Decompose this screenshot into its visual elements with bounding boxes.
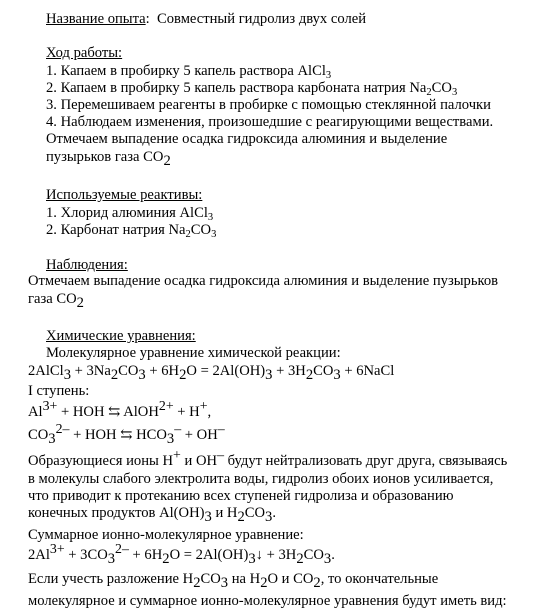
note-line-2-text: пузырьков газа CO (46, 149, 164, 165)
mol-sub: 3 (265, 367, 273, 384)
step-2-sub2: 3 (451, 86, 458, 98)
explain1-sup: + (173, 447, 181, 463)
procedure-step-1 (46, 62, 331, 80)
molecular-equation (28, 362, 395, 384)
ion1-part: , (207, 404, 212, 420)
reagent-2-sub1: 2 (185, 228, 191, 240)
sum-sub: 3 (323, 551, 332, 568)
explain4-sub: 3 (204, 509, 212, 526)
explain4-sub: 3 (265, 509, 273, 526)
experiment-title-label: Название опыта (46, 11, 146, 27)
ion2-sub: 3 (48, 431, 56, 448)
procedure-step-4: 4. Наблюдаем изменения, произошедшие с реагирующими веществами. (46, 114, 494, 130)
explanation-line-1 (28, 447, 508, 470)
explain4-sub: 2 (237, 509, 245, 526)
final-line-2: молекулярное и суммарное ионно-молекулярное уравнения будут иметь вид: (28, 593, 507, 609)
explain4-part: CO (244, 505, 266, 521)
step-1-sub: 3 (325, 69, 332, 81)
mol-part: + 3Na (70, 363, 111, 379)
ion2-sup: – (217, 421, 225, 437)
final1-sub: 3 (220, 575, 229, 592)
final1-part: Если учесть разложение H (28, 571, 194, 587)
sum-part: 2Al (28, 547, 50, 563)
mol-sub: 3 (63, 367, 71, 384)
experiment-title (46, 10, 366, 28)
sum-sub: 2 (162, 551, 170, 568)
observations-line-2-text: газа CO (28, 291, 77, 307)
procedure-note-line-1: Отмечаем выпадение осадка гидроксида алюминия и выделение (46, 131, 448, 147)
ion1-sup: 2+ (158, 398, 174, 414)
reagent-2-mid: CO (190, 222, 212, 238)
ion2-sup: 2– (55, 421, 70, 437)
sum-sub: 3 (107, 551, 116, 568)
procedure-heading: Ход работы: (46, 45, 123, 61)
procedure-step-2 (46, 79, 457, 97)
observations-line-2 (28, 290, 84, 312)
final1-part: CO (200, 571, 221, 587)
molecular-equation-label: Молекулярное уравнение химической реакции: (46, 345, 341, 361)
step-1-text: 1. Капаем в пробирку 5 капель раствора AlCl (46, 63, 326, 79)
final-line-1 (28, 570, 439, 592)
ionic-equation-2 (28, 421, 225, 448)
ion1-sup: + (199, 398, 208, 414)
experiment-title-colon: : (145, 11, 150, 27)
final1-part: O и CO (267, 571, 314, 587)
ion2-part: CO (28, 427, 49, 443)
stage-label: I ступень: (28, 383, 90, 399)
sum-sub: 3 (248, 551, 256, 568)
final1-sub: 2 (260, 575, 268, 592)
mol-sub: 3 (333, 367, 341, 384)
explain1-part: и OH (180, 453, 218, 469)
sum-sub: 2 (296, 551, 304, 568)
reagent-1-text: 1. Хлорид алюминия AlCl (46, 205, 208, 221)
sum-part: + 3CO (64, 547, 108, 563)
ion1-part: + HOH ⇆ AlOH (57, 404, 159, 420)
final1-part: на H (228, 571, 261, 587)
experiment-title-value: Совместный гидролиз двух солей (157, 11, 367, 27)
ionic-equation-1 (28, 398, 212, 421)
explanation-line-4 (28, 504, 276, 526)
mol-part: + 6NaCl (340, 363, 395, 379)
reagent-1-sub: 3 (207, 211, 214, 223)
step-2-text: 2. Капаем в пробирку 5 капель раствора карбоната натрия Na (46, 80, 427, 96)
mol-part: + 6H (145, 363, 180, 379)
reagent-2 (46, 221, 216, 239)
equations-heading: Химические уравнения: (46, 328, 196, 344)
mol-sub: 2 (305, 367, 314, 384)
sum-part: ↓ + 3H (255, 547, 297, 563)
reagent-1 (46, 204, 213, 222)
sum-part: CO (303, 547, 324, 563)
reagents-heading: Используемые реактивы: (46, 187, 203, 203)
explain4-part: и H (211, 505, 238, 521)
mol-part: + 3H (272, 363, 306, 379)
mol-part: CO (313, 363, 334, 379)
explain1-sup: – (217, 447, 224, 463)
final1-sub: 2 (313, 575, 321, 592)
ion1-part: + H (173, 404, 200, 420)
ion2-part: + OH (181, 427, 218, 443)
observations-line-1: Отмечаем выпадение осадка гидроксида алюминия и выделение пузырьков (28, 273, 499, 289)
mol-part: 2AlCl (28, 363, 64, 379)
explain1-part: будут нейтрализовать друг друга, связываясь (224, 453, 508, 469)
explanation-line-3: что приводит к протеканию всех ступеней гидролиза и образованию (28, 488, 454, 504)
mol-part: O = 2Al(OH) (186, 363, 266, 379)
sum-part: + 6H (128, 547, 163, 563)
ion1-part: Al (28, 404, 43, 420)
summary-equation-label: Суммарное ионно-молекулярное уравнение: (28, 527, 304, 543)
explanation-line-2: в молекулы слабого электролита воды, гидролиз обоих ионов усиливается, (28, 471, 494, 487)
explain4-part: конечных продуктов Al(OH) (28, 505, 205, 521)
step-2-sub1: 2 (426, 86, 432, 98)
ion2-sub: 3 (166, 431, 175, 448)
mol-sub: 2 (110, 367, 119, 384)
mol-part: CO (118, 363, 139, 379)
explain1-part: Образующиеся ионы H (28, 453, 174, 469)
sum-sup: 3+ (49, 541, 65, 557)
step-2-mid: CO (431, 80, 452, 96)
sum-part: O = 2Al(OH) (169, 547, 249, 563)
mol-sub: 3 (138, 367, 146, 384)
mol-sub: 2 (179, 367, 187, 384)
explain4-part: . (272, 505, 276, 521)
final1-sub: 2 (193, 575, 201, 592)
ion2-sup: – (174, 421, 182, 437)
procedure-step-3: 3. Перемешиваем реагенты в пробирке с помощью стеклянной палочки (46, 97, 491, 113)
sum-part: . (331, 547, 335, 563)
note-line-2-sub: 2 (163, 153, 171, 170)
reagent-2-sub2: 3 (211, 228, 217, 240)
procedure-note-line-2 (46, 148, 171, 170)
observations-heading: Наблюдения: (46, 257, 128, 273)
sum-sup: 2– (115, 541, 129, 557)
ion1-sup: 3+ (42, 398, 58, 414)
summary-equation (28, 541, 335, 568)
ion2-part: + HOH ⇆ HCO (69, 427, 167, 443)
final1-part: , то окончательные (320, 571, 439, 587)
reagent-2-text: 2. Карбонат натрия Na (46, 222, 186, 238)
observations-line-2-sub: 2 (76, 295, 84, 312)
